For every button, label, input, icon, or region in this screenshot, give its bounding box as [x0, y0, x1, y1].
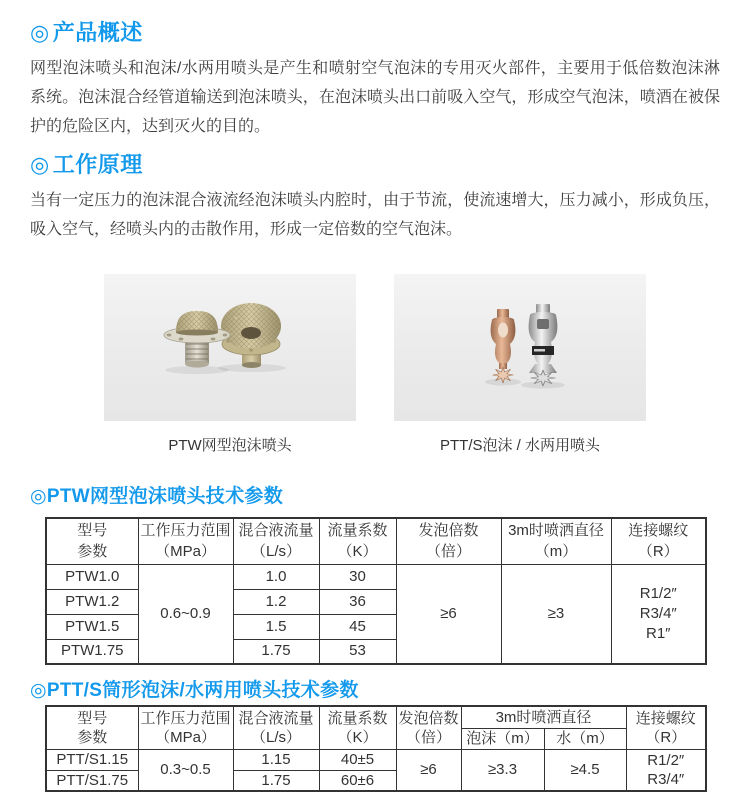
ptts-specs-title-text: PTT/S筒形泡沫/水两用喷头技术参数 — [46, 680, 359, 701]
cell-k: 36 — [319, 589, 396, 614]
photo-caption-ptw: PTW网型泡沫喷头 — [168, 437, 292, 454]
col-header-expansion: 发泡倍数 （倍） — [396, 706, 461, 749]
col-header-thread: 连接螺纹 （R） — [611, 518, 706, 564]
cell-model: PTW1.2 — [46, 589, 138, 614]
ptw-mesh-nozzle-photo — [104, 274, 356, 421]
col-header-model: 型号 参数 — [46, 706, 138, 749]
cell-flow: 1.2 — [233, 589, 319, 614]
cell-flow: 1.5 — [233, 614, 319, 639]
principle-title-text: 工作原理 — [52, 152, 143, 177]
product-gallery — [30, 274, 720, 455]
cell-expansion: ≥6 — [396, 564, 501, 664]
section-principle — [30, 152, 720, 244]
ptts-specs-title — [30, 679, 720, 702]
principle-title — [30, 152, 720, 178]
cell-model: PTT/S1.15 — [46, 749, 138, 770]
ptts-header-row-1 — [46, 706, 706, 728]
table-row — [46, 749, 706, 770]
cell-k: 53 — [319, 639, 396, 664]
ptw-nozzle-illustration — [104, 274, 356, 421]
overview-title-text: 产品概述 — [52, 20, 143, 45]
col-header-flow: 混合液流量 （L/s） — [233, 706, 319, 749]
cell-model: PTW1.0 — [46, 564, 138, 589]
col-header-k: 流量系数 （K） — [319, 706, 396, 749]
ptts-dual-use-nozzle-photo — [394, 274, 646, 421]
cell-diameter-foam: ≥3.3 — [461, 749, 544, 791]
col-header-pressure: 工作压力范围 （MPa） — [138, 518, 233, 564]
overview-title — [30, 20, 720, 46]
cell-model: PTT/S1.75 — [46, 770, 138, 791]
cell-k: 60±6 — [319, 770, 396, 791]
section-overview — [30, 20, 720, 141]
cell-model: PTW1.5 — [46, 614, 138, 639]
principle-paragraph: 当有一定压力的泡沫混合液流经泡沫喷头内腔时，由于节流，使流速增大，压力减小，形成负压，吸入空气，经喷头内的击散作用，形成一定倍数的空气泡沫。 — [30, 192, 720, 238]
overview-paragraph: 网型泡沫喷头和泡沫/水两用喷头是产生和喷射空气泡沫的专用灭火部件，主要用于低倍数泡沫淋系统。泡沫混合经管道输送到泡沫喷头，在泡沫喷头出口前吸入空气，形成空气泡沫，喷酒在被保护的危险区内，达到灭火的目的。 — [30, 60, 720, 135]
cell-diameter-water: ≥4.5 — [544, 749, 626, 791]
col-header-diameter-foam: 泡沫（m） — [461, 728, 544, 749]
col-header-thread: 连接螺纹 （R） — [626, 706, 706, 749]
col-header-diameter: 3m时喷洒直径 （m） — [501, 518, 611, 564]
col-header-expansion: 发泡倍数 （倍） — [396, 518, 501, 564]
cell-thread: R1/2″ R3/4″ — [626, 749, 706, 791]
bullseye-icon: ◎ — [30, 152, 50, 177]
cell-thread: R1/2″ R3/4″ R1″ — [611, 564, 706, 664]
cell-flow: 1.75 — [233, 770, 319, 791]
bullseye-icon: ◎ — [30, 20, 50, 45]
cell-diameter: ≥3 — [501, 564, 611, 664]
bullseye-icon: ◎ — [30, 486, 47, 507]
gallery-item-ptts — [394, 274, 646, 455]
cell-flow: 1.75 — [233, 639, 319, 664]
cell-k: 40±5 — [319, 749, 396, 770]
cell-expansion: ≥6 — [396, 749, 461, 791]
ptw-specs-table — [45, 517, 707, 665]
ptw-specs-title — [30, 485, 720, 508]
gallery-item-ptw — [104, 274, 356, 455]
col-header-diameter-water: 水（m） — [544, 728, 626, 749]
photo-caption-ptts: PTT/S泡沫 / 水两用喷头 — [439, 437, 600, 454]
table-row — [46, 564, 706, 589]
col-header-flow: 混合液流量 （L/s） — [233, 518, 319, 564]
cell-flow: 1.0 — [233, 564, 319, 589]
cell-flow: 1.15 — [233, 749, 319, 770]
ptw-specs-title-text: PTW网型泡沫喷头技术参数 — [46, 486, 284, 507]
col-header-k: 流量系数 （K） — [319, 518, 396, 564]
bullseye-icon: ◎ — [30, 680, 47, 701]
ptw-header-row — [46, 518, 706, 564]
cell-k: 30 — [319, 564, 396, 589]
ptts-specs-table — [45, 705, 707, 792]
col-header-diameter-group: 3m时喷洒直径 — [461, 706, 626, 728]
col-header-pressure: 工作压力范围 （MPa） — [138, 706, 233, 749]
cell-model: PTW1.75 — [46, 639, 138, 664]
cell-k: 45 — [319, 614, 396, 639]
cell-pressure: 0.3~0.5 — [138, 749, 233, 791]
cell-pressure: 0.6~0.9 — [138, 564, 233, 664]
ptts-nozzle-illustration — [394, 274, 646, 421]
col-header-model: 型号 参数 — [46, 518, 138, 564]
